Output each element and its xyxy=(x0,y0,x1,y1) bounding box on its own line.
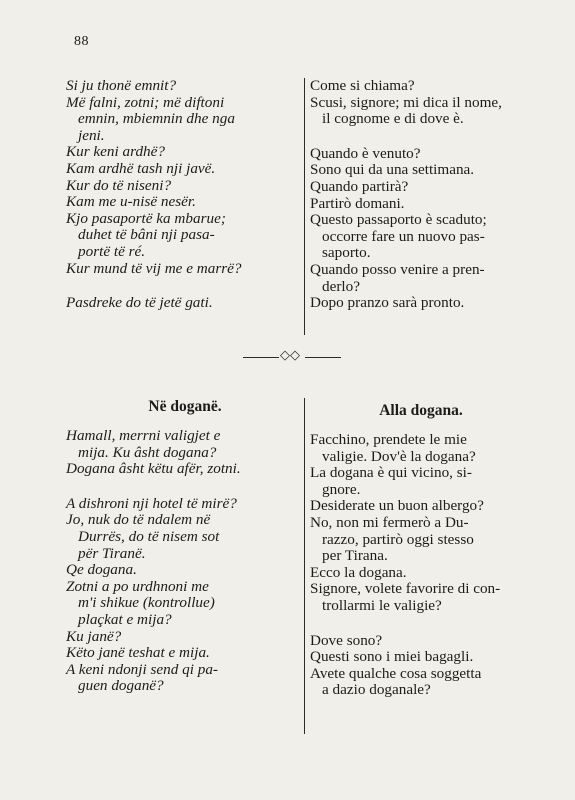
italian-phrase xyxy=(310,196,532,213)
italian-line: Desiderate un buon albergo? xyxy=(310,497,484,515)
albanian-phrase xyxy=(66,629,304,646)
albanian-line: për Tiranë. xyxy=(78,544,146,562)
page-number: 88 xyxy=(74,34,89,49)
albanian-line: duhet të bâni nji pasa- xyxy=(78,226,215,244)
albanian-phrase xyxy=(66,161,304,178)
albanian-line: Ku janë? xyxy=(66,627,122,645)
albanian-column-top xyxy=(66,78,304,312)
section-ornament xyxy=(243,348,343,365)
section-title-italian: Alla dogana. xyxy=(379,402,463,419)
italian-phrase xyxy=(310,565,532,582)
albanian-phrase xyxy=(66,261,304,278)
italian-line: Dopo pranzo sarà pronto. xyxy=(310,294,465,312)
section-title-albanian: Në doganë. xyxy=(148,398,222,415)
albanian-line: m'i shikue (kontrollue) xyxy=(78,594,215,612)
italian-phrase xyxy=(310,295,532,312)
albanian-phrase xyxy=(66,95,304,145)
italian-line: trollarmi le valigie? xyxy=(322,596,442,614)
ornament-glyph: ◇◇ xyxy=(280,348,300,363)
albanian-line: Kjo pasaportë ka mbarue; xyxy=(66,209,226,227)
italian-phrase xyxy=(310,146,532,163)
italian-phrase xyxy=(310,78,532,95)
albanian-phrase xyxy=(66,194,304,211)
albanian-phrase xyxy=(66,496,304,513)
albanian-phrase xyxy=(66,461,304,478)
albanian-line: plaçkat e mija? xyxy=(78,610,172,628)
italian-line: Quando è venuto? xyxy=(310,144,421,162)
italian-spacer xyxy=(310,128,532,146)
albanian-line: Zotni a po urdhnoni me xyxy=(66,577,209,595)
albanian-column-bottom xyxy=(66,428,304,695)
italian-line: Come si chiama? xyxy=(310,77,415,94)
albanian-line: Këto janë teshat e mija. xyxy=(66,644,210,662)
albanian-line: Si ju thonë emnit? xyxy=(66,77,177,94)
italian-phrase xyxy=(310,581,532,614)
albanian-line: A keni ndonji send qi pa- xyxy=(66,660,218,678)
italian-line: valigie. Dov'è la dogana? xyxy=(322,447,476,465)
italian-line: Quando posso venire a pren- xyxy=(310,260,485,278)
italian-line: Questi sono i miei bagagli. xyxy=(310,648,474,666)
italian-line: Avete qualche cosa soggetta xyxy=(310,664,482,682)
albanian-line: mija. Ku âsht dogana? xyxy=(78,443,217,461)
italian-line: Facchino, prendete le mie xyxy=(310,431,467,448)
albanian-phrase xyxy=(66,295,304,312)
italian-line: per Tirana. xyxy=(322,547,388,565)
albanian-phrase xyxy=(66,178,304,195)
italian-line: Signore, volete favorire di con- xyxy=(310,580,501,598)
albanian-line: Kur keni ardhë? xyxy=(66,143,165,161)
albanian-line: Kur mund të vij me e marrë? xyxy=(66,259,242,277)
albanian-phrase xyxy=(66,211,304,261)
italian-line: Ecco la dogana. xyxy=(310,563,407,581)
italian-spacer xyxy=(310,615,532,633)
italian-phrase xyxy=(310,179,532,196)
albanian-line: A dishroni nji hotel të mirë? xyxy=(66,494,237,512)
albanian-phrase xyxy=(66,428,304,461)
italian-section-header xyxy=(310,402,532,420)
albanian-phrase xyxy=(66,144,304,161)
italian-phrase xyxy=(310,465,532,498)
italian-phrase xyxy=(310,633,532,650)
italian-phrase xyxy=(310,498,532,515)
albanian-section-header xyxy=(66,398,304,416)
albanian-line: Jo, nuk do të ndalem në xyxy=(66,511,211,529)
italian-line: Quando partirà? xyxy=(310,177,409,195)
italian-line: gnore. xyxy=(322,480,361,498)
albanian-spacer xyxy=(66,478,304,496)
italian-line: derlo? xyxy=(322,277,360,295)
italian-column-top xyxy=(310,78,532,312)
albanian-line: portë të ré. xyxy=(78,242,146,260)
italian-phrase xyxy=(310,162,532,179)
albanian-line: Më falni, zotni; më diftoni xyxy=(66,93,225,111)
albanian-line: Qe dogana. xyxy=(66,561,137,579)
italian-line: a dazio doganale? xyxy=(322,681,431,699)
albanian-line: Kam ardhë tash nji javë. xyxy=(66,159,216,177)
albanian-line: Dogana âsht këtu afër, zotni. xyxy=(66,460,241,478)
albanian-line: Kam me u-nisë nesër. xyxy=(66,193,196,211)
albanian-phrase xyxy=(66,512,304,562)
albanian-spacer xyxy=(66,277,304,295)
column-divider-bottom xyxy=(304,398,305,734)
albanian-phrase xyxy=(66,78,304,95)
italian-line: Sono qui da una settimana. xyxy=(310,161,475,179)
italian-phrase xyxy=(310,432,532,465)
italian-line: Questo passaporto è scaduto; xyxy=(310,211,487,229)
italian-phrase xyxy=(310,515,532,565)
italian-line: La dogana è qui vicino, si- xyxy=(310,464,472,482)
albanian-phrase xyxy=(66,579,304,629)
column-divider-top xyxy=(304,78,305,335)
italian-line: razzo, partirò oggi stesso xyxy=(322,530,474,548)
albanian-line: Hamall, merrni valigjet e xyxy=(66,427,221,444)
italian-phrase xyxy=(310,95,532,128)
albanian-phrase xyxy=(66,662,304,695)
italian-line: saporto. xyxy=(322,244,371,262)
albanian-line: jeni. xyxy=(78,126,105,144)
albanian-phrase xyxy=(66,562,304,579)
albanian-line: Pasdreke do të jetë gati. xyxy=(66,294,213,312)
italian-line: Partirò domani. xyxy=(310,194,405,212)
italian-phrase xyxy=(310,649,532,666)
italian-line: il cognome e di dove è. xyxy=(322,110,464,128)
italian-line: No, non mi fermerò a Du- xyxy=(310,513,469,531)
albanian-line: Kur do të niseni? xyxy=(66,176,172,194)
albanian-line: guen doganë? xyxy=(78,677,164,695)
albanian-line: emnin, mbiemnin dhe nga xyxy=(78,110,235,128)
albanian-line: Durrës, do të nisem sot xyxy=(78,527,220,545)
italian-phrase xyxy=(310,212,532,262)
italian-phrase xyxy=(310,666,532,699)
italian-line: occorre fare un nuovo pas- xyxy=(322,227,485,245)
italian-line: Scusi, signore; mi dica il nome, xyxy=(310,93,502,111)
italian-line: Dove sono? xyxy=(310,631,383,649)
italian-phrase xyxy=(310,262,532,295)
albanian-phrase xyxy=(66,645,304,662)
italian-column-bottom xyxy=(310,432,532,699)
